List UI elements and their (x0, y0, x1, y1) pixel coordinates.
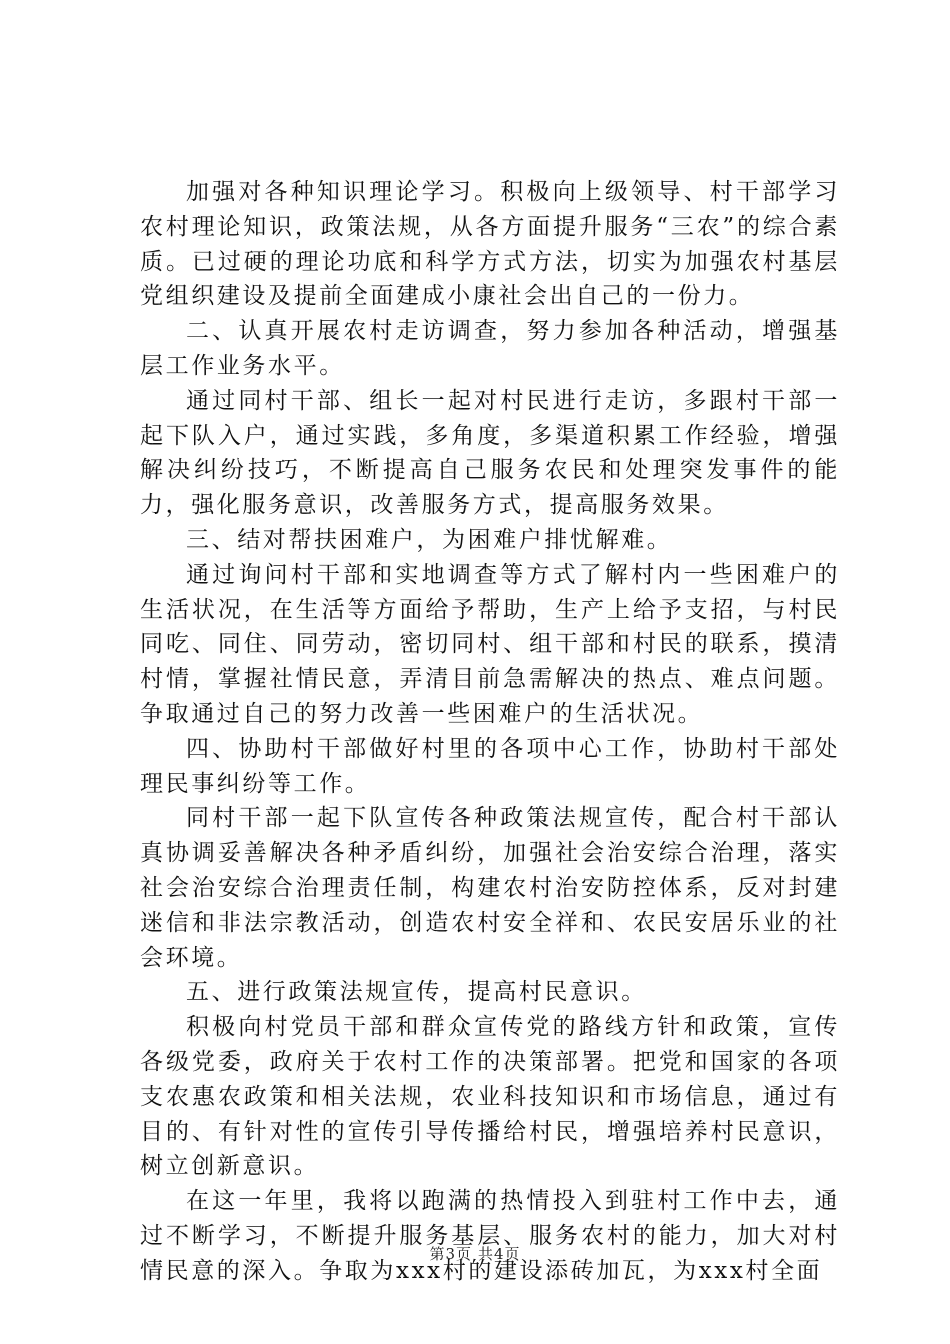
body-paragraph: 通过同村干部、组长一起对村民进行走访，多跟村干部一起下队入户，通过实践，多角度，多渠道积累工作经验，增强解决纠纷技巧，不断提高自己服务农民和处理突发事件的能力，强化服务意识，改善服务方式，提高服务效果。 (140, 387, 840, 519)
page-total: 共4页 (478, 1245, 521, 1263)
section-heading: 二、认真开展农村走访调查，努力参加各种活动，增强基层工作业务水平。 (140, 318, 840, 379)
section-heading: 四、协助村干部做好村里的各项中心工作，协助村干部处理民事纠纷等工作。 (140, 735, 840, 797)
section-heading: 三、结对帮扶困难户，为困难户排忧解难。 (186, 526, 673, 553)
body-paragraph: 在这一年里，我将以跑满的热情投入到驻村工作中去，通过不断学习，不断提升服务基层、服务农村的能力，加大对村情民意的深入。争取为xxx村的建设添砖加瓦，为xxx村全面 (140, 1188, 840, 1284)
page-footer (0, 1244, 950, 1264)
body-paragraph: 通过询问村干部和实地调查等方式了解村内一些困难户的生活状况，在生活等方面给予帮助，生产上给予支招，与村民同吃、同住、同劳动，密切同村、组干部和村民的联系，摸清村情，掌握社情民意，弄清目前急需解决的热点、难点问题。争取通过自己的努力改善一些困难户的生活状况。 (140, 561, 840, 727)
section-heading: 五、进行政策法规宣传，提高村民意识。 (186, 979, 647, 1006)
page-number: 第3页 (429, 1245, 472, 1263)
body-paragraph: 加强对各种知识理论学习。积极向上级领导、村干部学习农村理论知识，政策法规，从各方面提升服务“三农”的综合素质。已过硬的理论功底和科学方式方法，切实为加强农村基层党组织建设及提前全面建成小康社会出自己的一份力。 (140, 179, 840, 310)
body-paragraph: 积极向村党员干部和群众宣传党的路线方针和政策，宣传各级党委，政府关于农村工作的决策部署。把党和国家的各项支农惠农政策和相关法规，农业科技知识和市场信息，通过有目的、有针对性的宣传引导传播给村民，增强培养村民意识，树立创新意识。 (140, 1014, 840, 1180)
body-paragraph: 同村干部一起下队宣传各种政策法规宣传，配合村干部认真协调妥善解决各种矛盾纠纷，加强社会治安综合治理，落实社会治安综合治理责任制，构建农村治安防控体系，反对封建迷信和非法宗教活动，创造农村安全祥和、农民安居乐业的社会环境。 (140, 805, 840, 971)
document-body (140, 175, 840, 1289)
